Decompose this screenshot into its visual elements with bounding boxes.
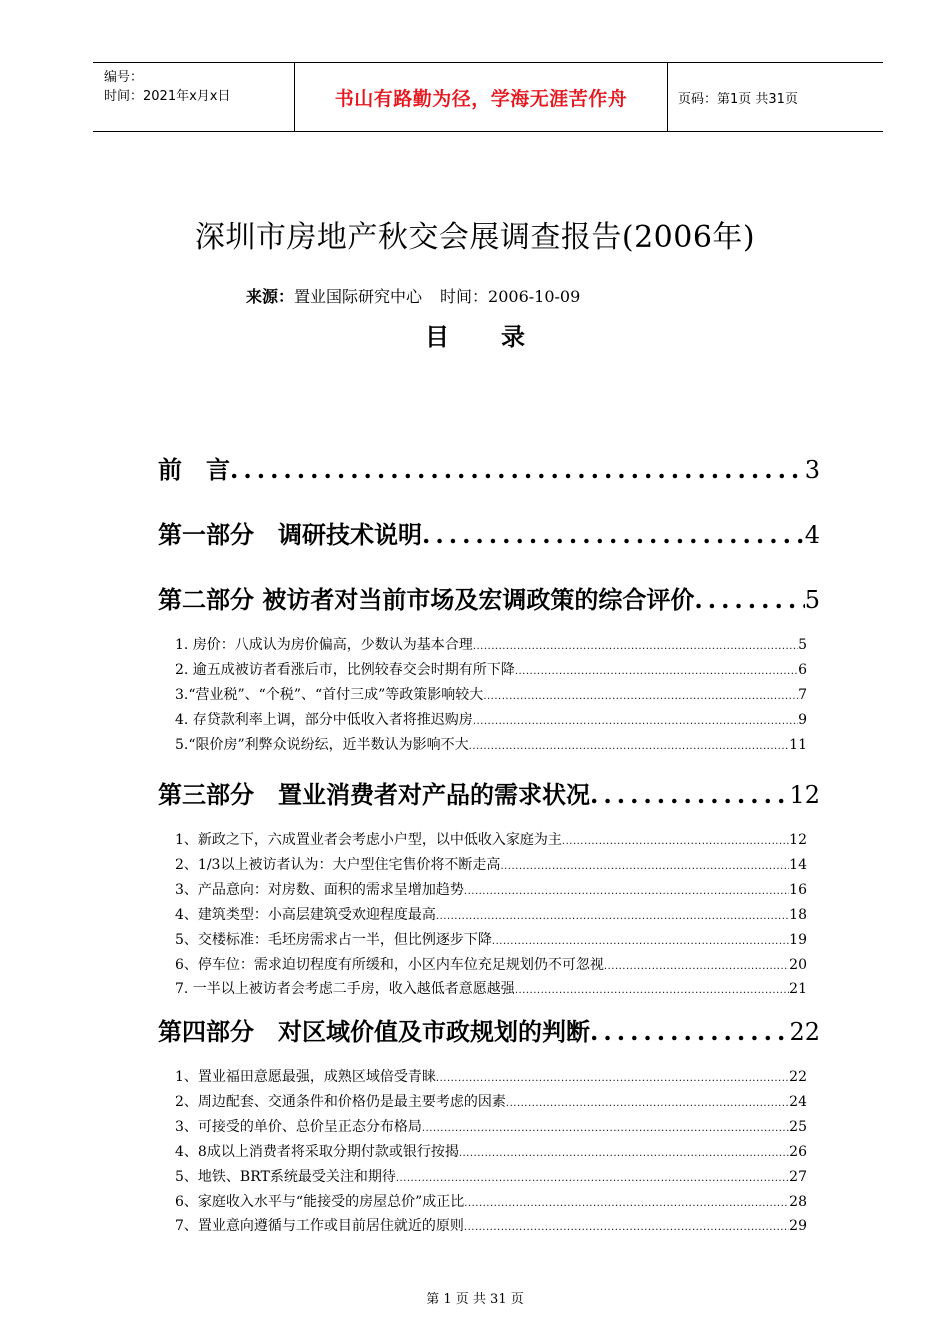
toc-dot-leader: [473, 641, 798, 652]
toc-subsection-page: 28: [789, 1193, 807, 1210]
document-source-line: [246, 284, 580, 307]
toc-dot-leader: [694, 585, 804, 614]
toc-subsection-entry[interactable]: [175, 1141, 807, 1163]
toc-subsection-label: 2、1/3以上被访者认为：大户型住宅售价将不断走高: [175, 856, 501, 873]
toc-subsection-entry[interactable]: [175, 1066, 807, 1088]
toc-section-page: 22: [789, 1018, 820, 1046]
toc-subsection-label: 7、置业意向遵循与工作或目前居住就近的原则: [175, 1218, 464, 1235]
source-value: 置业国际研究中心: [294, 287, 423, 306]
toc-subsection-entry[interactable]: [175, 659, 807, 681]
toc-subsection-entry[interactable]: [175, 978, 807, 1000]
toc-subsection-page: 25: [789, 1118, 807, 1135]
toc-subsection-page: 18: [789, 906, 807, 923]
toc-subsection-label: 4、8成以上消费者将采取分期付款或银行按揭: [175, 1143, 459, 1160]
toc-subsection-page: 16: [789, 881, 807, 898]
toc-subsection-label: 7. 一半以上被访者会考虑二手房，收入越低者意愿越强: [175, 981, 515, 998]
toc-section-entry[interactable]: [158, 1012, 820, 1047]
document-title: 深圳市房地产秋交会展调查报告(2006年): [194, 220, 756, 255]
toc-subsection-page: 12: [789, 832, 807, 848]
toc-dot-leader: [483, 691, 798, 702]
toc-subsection-label: 5、地铁、BRT系统最受关注和期待: [175, 1168, 396, 1185]
toc-section-label: 第四部分 对区域价值及市政规划的判断: [158, 1017, 590, 1046]
toc-subsection-entry[interactable]: [175, 954, 807, 976]
toc-dot-leader: [590, 1017, 789, 1046]
toc-title-char-1: 目: [425, 322, 449, 351]
header-motto: 书山有路勤为径，学海无涯苦作舟: [334, 87, 628, 110]
toc-section-page: 12: [789, 781, 820, 809]
toc-section-entry[interactable]: [158, 450, 820, 485]
page-header: [93, 62, 883, 132]
toc-subsection-page: 29: [789, 1218, 807, 1235]
toc-dot-leader: [515, 985, 789, 996]
toc-subsection-entry[interactable]: [175, 684, 807, 706]
toc-subsection-entry[interactable]: [175, 854, 807, 876]
toc-subsection-page: 9: [798, 711, 807, 728]
toc-dot-leader: [464, 886, 789, 897]
toc-subsection-label: 3.“营业税”、“个税”、“首付三成”等政策影响较大: [175, 686, 484, 703]
toc-subsection-entry[interactable]: [175, 929, 807, 951]
toc-section-entry[interactable]: [158, 580, 820, 615]
toc-subsection-entry[interactable]: [175, 1116, 807, 1138]
toc-title-char-2: 录: [501, 322, 525, 351]
toc-subsection-label: 5.“限价房”利弊众说纷纭，近半数认为影响不大: [175, 736, 469, 753]
toc-subsection-label: 3、产品意向：对房数、面积的需求呈增加趋势: [175, 881, 464, 898]
toc-section-label: 第二部分 被访者对当前市场及宏调政策的综合评价: [158, 585, 695, 614]
toc-dot-leader: [436, 1073, 789, 1084]
toc-subsection-entry[interactable]: [175, 879, 807, 901]
toc-dot-leader: [396, 1173, 789, 1184]
toc-subsection-entry[interactable]: [175, 1091, 807, 1113]
toc-dot-leader: [436, 911, 789, 922]
toc-subsection-entry[interactable]: [175, 709, 807, 731]
toc-subsection-page: 22: [789, 1069, 807, 1085]
header-time-label: 时间：2021年x月x日: [104, 89, 231, 104]
toc-title: [0, 317, 950, 352]
toc-subsection-label: 6、家庭收入水平与“能接受的房屋总价”成正比: [175, 1193, 465, 1210]
toc-subsection-page: 20: [789, 956, 807, 973]
toc-subsection-label: 1、置业福田意愿最强，成熟区域倍受青睐: [175, 1069, 436, 1085]
toc-dot-leader: [464, 1222, 789, 1233]
toc-dot-leader: [473, 716, 798, 727]
toc-subsection-page: 27: [789, 1168, 807, 1185]
toc-section-label: 前 言: [158, 455, 230, 484]
toc-subsection-label: 3、可接受的单价、总价呈正态分布格局: [175, 1118, 422, 1135]
toc-subsection-label: 6、停车位：需求迫切程度有所缓和，小区内车位充足规划仍不可忽视: [175, 956, 604, 973]
toc-subsection-label: 4、建筑类型：小高层建筑受欢迎程度最高: [175, 906, 436, 923]
toc-subsection-entry[interactable]: [175, 829, 807, 851]
toc-subsection-entry[interactable]: [175, 1215, 807, 1237]
header-meta-cell: [93, 63, 295, 131]
document-time: 时间：2006-10-09: [440, 287, 581, 306]
toc-subsection-page: 5: [798, 637, 807, 653]
header-number-label: 编号：: [104, 70, 144, 85]
toc-section-page: 5: [804, 586, 820, 614]
toc-subsection-label: 4. 存贷款利率上调，部分中低收入者将推迟购房: [175, 711, 473, 728]
toc-section-page: 4: [804, 521, 820, 549]
toc-dot-leader: [464, 1198, 789, 1209]
toc-dot-leader: [562, 836, 789, 847]
toc-dot-leader: [230, 455, 805, 484]
toc-subsection-entry[interactable]: [175, 904, 807, 926]
toc-dot-leader: [469, 741, 790, 752]
toc-dot-leader: [500, 861, 789, 872]
toc-subsection-label: 1. 房价：八成认为房价偏高，少数认为基本合理: [175, 637, 473, 653]
toc-subsection-label: 1、新政之下，六成置业者会考虑小户型，以中低收入家庭为主: [175, 832, 562, 848]
toc-section-label: 第一部分 调研技术说明: [158, 520, 422, 549]
toc-dot-leader: [515, 666, 798, 677]
toc-subsection-entry[interactable]: [175, 1166, 807, 1188]
toc-subsection-page: 19: [789, 931, 807, 948]
toc-dot-leader: [604, 961, 789, 972]
toc-subsection-label: 5、交楼标准：毛坯房需求占一半，但比例逐步下降: [175, 931, 492, 948]
toc-subsection-label: 2、周边配套、交通条件和价格仍是最主要考虑的因素: [175, 1093, 506, 1110]
header-page-info: 页码：第1页 共31页: [678, 91, 798, 107]
page-footer: 第 1 页 共 31 页: [426, 1292, 524, 1307]
toc-subsection-page: 11: [789, 736, 807, 753]
toc-dot-leader: [422, 520, 805, 549]
toc-dot-leader: [492, 936, 789, 947]
toc-subsection-page: 7: [798, 686, 807, 703]
toc-dot-leader: [506, 1098, 789, 1109]
toc-subsection-entry[interactable]: [175, 734, 807, 756]
source-label: 来源：: [246, 287, 295, 306]
toc-subsection-page: 6: [798, 661, 807, 678]
toc-dot-leader: [459, 1148, 789, 1159]
toc-subsection-entry[interactable]: [175, 1191, 807, 1213]
toc-subsection-page: 26: [789, 1143, 807, 1160]
toc-section-entry[interactable]: [158, 775, 820, 810]
toc-subsection-page: 21: [789, 981, 807, 998]
toc-section-label: 第三部分 置业消费者对产品的需求状况: [158, 780, 590, 809]
toc-subsection-page: 24: [789, 1093, 807, 1110]
toc-subsection-page: 14: [789, 856, 807, 873]
toc-subsection-entry[interactable]: [175, 634, 807, 656]
header-motto-cell: [295, 63, 668, 131]
toc-dot-leader: [422, 1123, 789, 1134]
toc-section-entry[interactable]: [158, 515, 820, 550]
toc-subsection-label: 2. 逾五成被访者看涨后市，比例较春交会时期有所下降: [175, 661, 515, 678]
toc-dot-leader: [590, 780, 789, 809]
toc-section-page: 3: [804, 456, 820, 484]
header-page-cell: [668, 63, 883, 131]
